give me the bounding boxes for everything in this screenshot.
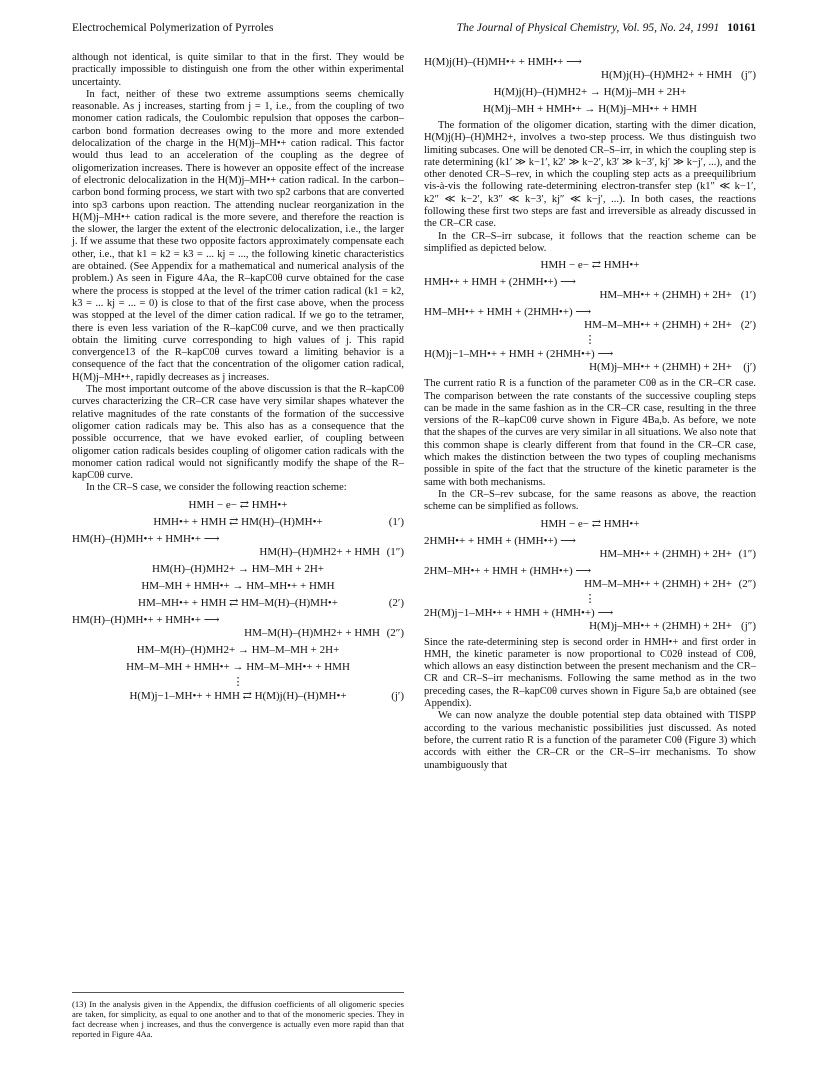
ellipsis: ⋮ (232, 675, 244, 688)
equation: H(M)j−1–MH•+ + HMH ⇄ H(M)j(H)–(H)MH•+ (j′) (129, 689, 404, 702)
paragraph: The formation of the oligomer dication, starting with the dimer dication, H(M)j(H)–(H)MH2+, involves a two-step process. We thus distinguish two limiting subcases. One will be denoted CR–S–irr, in which the coupling step is rate determining (k1′ ≫ k−1′, k2′ ≫ k−2′, k3′ ≫ k−3′, kj′ ≫ k−j′, ...), and the other denoted CR–S–rev, in which the coupling step acts as a preequilibrium vis-à-vis the following rate-determining electron-transfer step (k1″ ≪ k−1′, k2″ ≪ k−2′, k3″ ≪ k−3′, kj″ ≪ k−j′, ...). In both cases, the reactions following these first two steps are fast and irreversible as already discussed in the CR–CR case. (424, 120, 756, 230)
equation: HMH − e− ⇄ HMH•+ (188, 498, 288, 511)
equation-number: (2″) (738, 577, 756, 590)
equation: HM(H)–(H)MH•+ + HMH•+ ⟶ HM(H)–(H)MH2+ + HMH (1″) (72, 532, 404, 558)
running-title: Electrochemical Polymerization of Pyrroles (72, 22, 274, 34)
equation: 2H(M)j−1–MH•+ + HMH + (HMH•+) ⟶ H(M)j–MH•+ + (2HMH) + 2H+ (j″) (424, 606, 756, 632)
journal-citation: The Journal of Physical Chemistry, Vol. 95, No. 24, 1991 10161 (456, 22, 756, 34)
equation-number: (1″) (738, 547, 756, 560)
paragraph: In the CR–S–irr subcase, it follows that the reaction scheme can be simplified as depicted below. (424, 230, 756, 254)
footnote: (13) In the analysis given in the Appendix, the diffusion coefficients of all oligomeric species are taken, for simplicity, as equal to one another and to that of the monomeric species. They in fact decrease when j increases, and thus the convergence is actually even more rapid than that reported in Figure 4Aa. (72, 992, 404, 1039)
equation: HM(H)–(H)MH•+ + HMH•+ ⟶ HM–M(H)–(H)MH2+ + HMH (2″) (72, 613, 404, 639)
equation-number: (1″) (386, 545, 404, 558)
equation: H(M)j–MH + HMH•+ → H(M)j–MH•+ + HMH (482, 103, 698, 115)
equation: HMH•+ + HMH ⇄ HM(H)–(H)MH•+ (1′) (153, 515, 404, 528)
equation-number: (j′) (391, 689, 404, 702)
equation-number: (j′) (743, 361, 756, 374)
equation: HM(H)–(H)MH2+ → HM–MH + 2H+ (152, 562, 324, 575)
equation: HM–M(H)–(H)MH2+ → HM–M–MH + 2H+ (136, 643, 340, 656)
right-column (424, 52, 756, 772)
ellipsis: ⋮ (584, 334, 596, 347)
equation: HMH•+ + HMH + (2HMH•+) ⟶ HM–MH•+ + (2HMH) + 2H+ (1′) (424, 276, 756, 302)
equation: HM–MH•+ + HMH ⇄ HM–M(H)–(H)MH•+ (2′) (138, 596, 404, 609)
equation: HM–MH + HMH•+ → HM–MH•+ + HMH (141, 579, 335, 592)
paragraph: The current ratio R is a function of the parameter C0θ as in the CR–CR case. The comparison between the rate constants of the successive coupling steps can be made in the same fashion as in the CR–CR case, resulting in the three versions of the R–kapC0θ curve shown in Figure 4Ba,b. As before, we note that the shapes of the curves are very similar in all situations. We also note that this common shape is clearly different from that found in the CR–CR case, which makes the distinction between the two types of coupling mechanisms possible in spite of the fact that the structure of the kinetic parameter is the same with both mechanisms. (424, 378, 756, 488)
paragraph: In the CR–S–rev subcase, for the same reasons as above, the reaction scheme can be simplified as follows. (424, 488, 756, 513)
equation-number: (j″) (741, 619, 756, 632)
equation: H(M)j(H)–(H)MH•+ + HMH•+ ⟶ H(M)j(H)–(H)MH2+ + HMH (j″) (424, 56, 756, 81)
equation: 2HMH•+ + HMH + (HMH•+) ⟶ HM–MH•+ + (2HMH) + 2H+ (1″) (424, 534, 756, 560)
equation: HMH − e− ⇄ HMH•+ (540, 259, 640, 272)
equation-number: (j″) (741, 69, 756, 81)
equation: H(M)j−1–MH•+ + HMH + (2HMH•+) ⟶ H(M)j–MH•+ + (2HMH) + 2H+ (j′) (424, 348, 756, 374)
page-number: 10161 (727, 22, 756, 34)
equation-number: (1′) (388, 515, 404, 528)
equation: H(M)j(H)–(H)MH2+ → H(M)j–MH + 2H+ (493, 86, 687, 98)
paragraph: In the CR–S case, we consider the following reaction scheme: (86, 482, 347, 494)
paragraph: In fact, neither of these two extreme assumptions seems chemically reasonable. As j increases, starting from j = 1, i.e., from the coupling of two monomer cation radicals, the Coulombic repulsion that opposes the carbon–carbon bond formation decreases owing to the more and more extended delocalization of the charge in the H(M)j–MH•+ cation radical. This factor would thus lead to an acceleration of the coupling as the degree of oligomerization increases. There is however an opposite effect of the increase of electronic delocalization in the H(M)j–MH•+ cation radical. In the carbon–carbon bond forming process, we start with two sp2 carbons that are converted into sp3 carbons upon reaction. The attending nuclear reorganization in the H(M)j–MH•+ cation radical is the more severe, and therefore the reaction is the slower, the larger the extent of the electronic delocalization, i.e., the larger j. If we assume that these two opposite factors approximately compensate each other, i.e., that k1 = k2 = k3 = ... kj = ..., the following kinetic characteristics are obtained. (See Appendix for a mathematical and numerical analysis of the problem.) As seen in Figure 4Aa, the R–kapC0θ curve obtained for the case where the process is stopped at the level of the trimer cation radical (k1 = k2, k3 = ... kj = ... = 0) is close to that of the first case above, when the process was stopped at the level of the dimer cation radical. If we go to the tetramer, there is even less variation of the R–kapC0θ curve, and we then practically obtain the limiting curve corresponding to high values of j. This rapid convergence13 of the R–kapC0θ curves toward a limiting behavior is a consequence of the fact that the concentration of the oligomer cation radical, H(M)j–MH•+, rapidly decreases as j increases. (72, 88, 404, 383)
ellipsis: ⋮ (584, 592, 596, 605)
equation: HM–MH•+ + HMH + (2HMH•+) ⟶ HM–M–MH•+ + (2HMH) + 2H+ (2′) (424, 306, 756, 332)
equation-number: (2′) (388, 596, 404, 609)
paragraph: We can now analyze the double potential step data obtained with TISPP according to the various mechanistic possibilities just discussed. As noted before, the current ratio R is a function of the parameter C0θ (Figure 3) which accords with either the CR–CR or the CR–S–irr mechanisms. To show unambiguously that (424, 710, 756, 771)
equation: HM–M–MH + HMH•+ → HM–M–MH•+ + HMH (126, 660, 350, 673)
equation: HMH − e− ⇄ HMH•+ (540, 517, 640, 530)
paragraph: Since the rate-determining step is second order in HMH•+ and first order in HMH, the kinetic parameter is now proportional to C02θ instead of C0θ, which allows an easy distinction between the present mechanism and the CR–CR and CR–S–irr mechanisms. Following the same method as in the two preceding cases, the R–kapC0θ curves shown in Figure 5a,b are obtained (see Appendix). (424, 636, 756, 710)
equation-number: (2″) (386, 626, 404, 639)
paragraph: although not identical, is quite similar to that in the first. They would be practically impossible to distinguish one from the other within experimental uncertainty. (72, 52, 404, 88)
left-column (72, 52, 404, 707)
equation-number: (1′) (740, 289, 756, 302)
equation: 2HM–MH•+ + HMH + (HMH•+) ⟶ HM–M–MH•+ + (2HMH) + 2H+ (2″) (424, 564, 756, 590)
equation-number: (2′) (740, 319, 756, 332)
running-header (72, 22, 756, 40)
paragraph: The most important outcome of the above discussion is that the R–kapC0θ curves characterizing the CR–CR case have very similar shapes whatever the relative magnitudes of the rate constants of the formation of the successive oligomer cation radicals may be. This also has as a consequence that the possible occurrence, that we have evoked earlier, of coupling between oligomer cation radicals besides coupling of oligomer cation radicals with the monomer cation radical would not significantly modify the shape of the R–kapC0θ curve. (72, 384, 404, 482)
